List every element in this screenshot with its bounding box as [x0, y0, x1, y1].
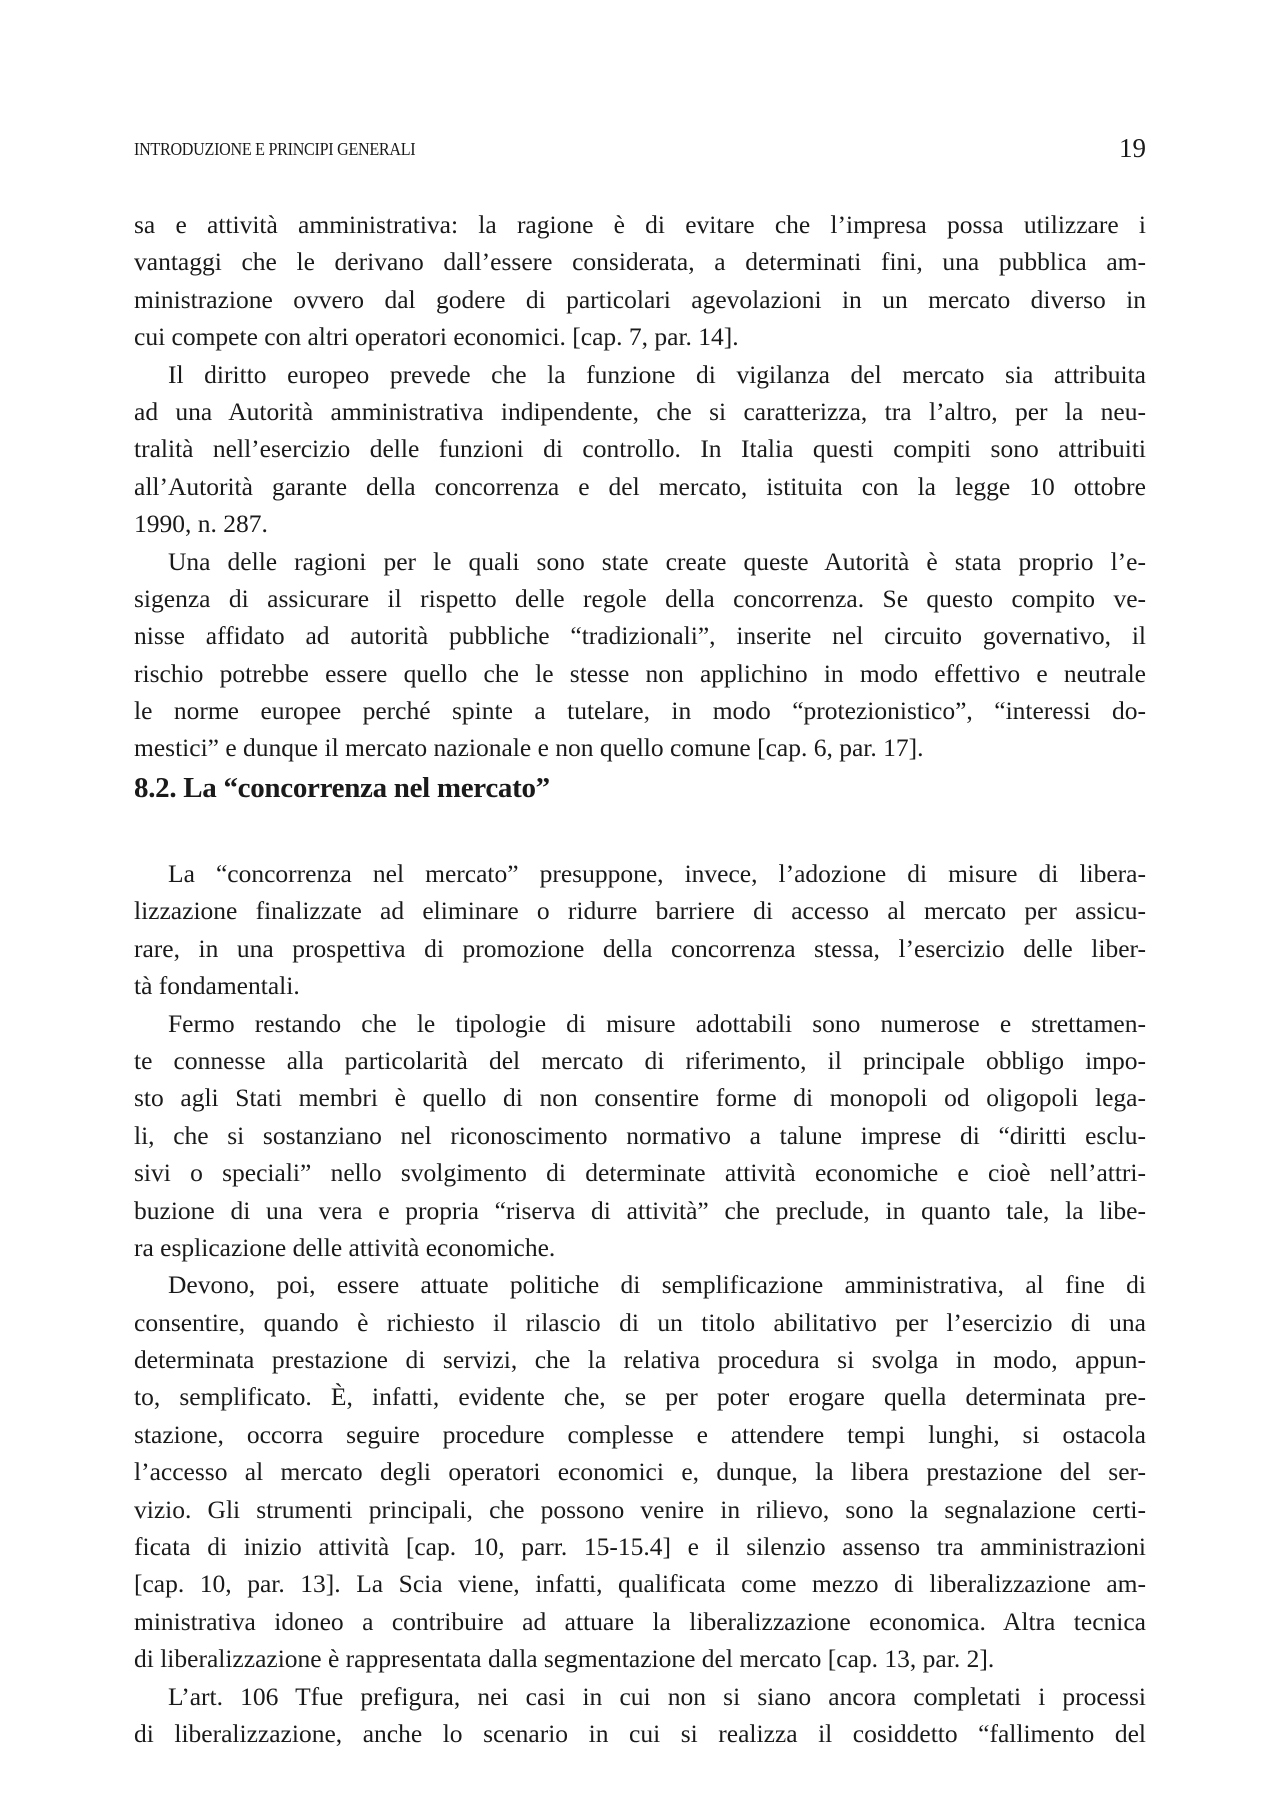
text-line: vantaggi che le derivano dall’essere considerata, a determinati fini, una pubblica am- — [134, 247, 1146, 277]
body-text-block-2 — [134, 855, 1146, 1752]
text-line: le norme europee perché spinte a tutelare, in modo “protezionistico”, “interessi do- — [134, 696, 1146, 726]
text-line: lizzazione finalizzate ad eliminare o ridurre barriere di accesso al mercato per assicu- — [134, 896, 1146, 926]
text-line: determinata prestazione di servizi, che la relativa procedura si svolga in modo, appun- — [134, 1345, 1146, 1375]
paragraph-first-line: L’art. 106 Tfue prefigura, nei casi in cui non si siano ancora completati i processi — [168, 1681, 1146, 1711]
paragraph-first-line: Una delle ragioni per le quali sono state create queste Autorità è stata proprio l’e- — [168, 546, 1146, 576]
text-line: cui compete con altri operatori economici. [cap. 7, par. 14]. — [134, 322, 739, 352]
text-line: mestici” e dunque il mercato nazionale e non quello comune [cap. 6, par. 17]. — [134, 733, 924, 763]
running-head — [134, 133, 1146, 169]
text-line: ad una Autorità amministrativa indipendente, che si caratterizza, tra l’altro, per la neu- — [134, 396, 1146, 426]
body-text-block-1 — [134, 206, 1146, 767]
paragraph-first-line: La “concorrenza nel mercato” presuppone, invece, l’adozione di misure di libera- — [168, 859, 1146, 888]
text-line: stazione, occorra seguire procedure complesse e attendere tempi lunghi, si ostacola — [134, 1419, 1146, 1449]
text-line: sa e attività amministrativa: la ragione è di evitare che l’impresa possa utilizzare i — [134, 210, 1146, 239]
text-line: tralità nell’esercizio delle funzioni di controllo. In Italia questi compiti sono attribuiti — [134, 434, 1146, 464]
section-heading: 8.2. La “concorrenza nel mercato” — [134, 772, 550, 804]
paragraph-first-line: Devono, poi, essere attuate politiche di semplificazione amministrativa, al fine di — [168, 1270, 1146, 1300]
text-line: to, semplificato. È, infatti, evidente che, se per poter erogare quella determinata pre- — [134, 1382, 1146, 1412]
text-line: rischio potrebbe essere quello che le stesse non applichino in modo effettivo e neutrale — [134, 658, 1146, 688]
text-line: sto agli Stati membri è quello di non consentire forme di monopoli od oligopoli lega- — [134, 1083, 1146, 1113]
text-line: buzione di una vera e propria “riserva di attività” che preclude, in quanto tale, la libe- — [134, 1195, 1146, 1225]
text-line: nisse affidato ad autorità pubbliche “tradizionali”, inserite nel circuito governativo, il — [134, 621, 1146, 651]
text-line: l’accesso al mercato degli operatori economici e, dunque, la libera prestazione del ser- — [134, 1457, 1146, 1487]
text-line: [cap. 10, par. 13]. La Scia viene, infatti, qualificata come mezzo di liberalizzazione am- — [134, 1569, 1146, 1599]
text-line: consentire, quando è richiesto il rilascio di un titolo abilitativo per l’esercizio di una — [134, 1307, 1146, 1337]
text-line: tà fondamentali. — [134, 971, 300, 1001]
text-line: all’Autorità garante della concorrenza e del mercato, istituita con la legge 10 ottobre — [134, 471, 1146, 501]
text-line: sivi o speciali” nello svolgimento di determinate attività economiche e cioè nell’attri- — [134, 1158, 1146, 1188]
text-line: 1990, n. 287. — [134, 509, 268, 539]
paragraph-first-line: Fermo restando che le tipologie di misure adottabili sono numerose e strettamen- — [168, 1008, 1146, 1038]
text-line: vizio. Gli strumenti principali, che possono venire in rilievo, sono la segnalazione certi- — [134, 1494, 1146, 1524]
text-line: ficata di inizio attività [cap. 10, parr. 15-15.4] e il silenzio assenso tra amministrazioni — [134, 1532, 1146, 1562]
text-line: ministrativa idoneo a contribuire ad attuare la liberalizzazione economica. Altra tecnica — [134, 1606, 1146, 1636]
text-line: te connesse alla particolarità del mercato di riferimento, il principale obbligo impo- — [134, 1045, 1146, 1075]
text-line: rare, in una prospettiva di promozione della concorrenza stessa, l’esercizio delle liber- — [134, 933, 1146, 963]
text-line: di liberalizzazione è rappresentata dalla segmentazione del mercato [cap. 13, par. 2]. — [134, 1644, 995, 1674]
text-line: sigenza di assicurare il rispetto delle regole della concorrenza. Se questo compito ve- — [134, 583, 1146, 613]
text-line: ministrazione ovvero dal godere di particolari agevolazioni in un mercato diverso in — [134, 284, 1146, 314]
text-line: li, che si sostanziano nel riconoscimento normativo a talune imprese di “diritti esclu- — [134, 1120, 1146, 1150]
running-head-title: INTRODUZIONE E PRINCIPI GENERALI — [134, 139, 416, 159]
text-line: di liberalizzazione, anche lo scenario in cui si realizza il cosiddetto “fallimento del — [134, 1718, 1146, 1748]
page-number: 19 — [1119, 133, 1146, 163]
text-line: ra esplicazione delle attività economiche. — [134, 1232, 556, 1262]
paragraph-first-line: Il diritto europeo prevede che la funzione di vigilanza del mercato sia attribuita — [168, 359, 1146, 389]
